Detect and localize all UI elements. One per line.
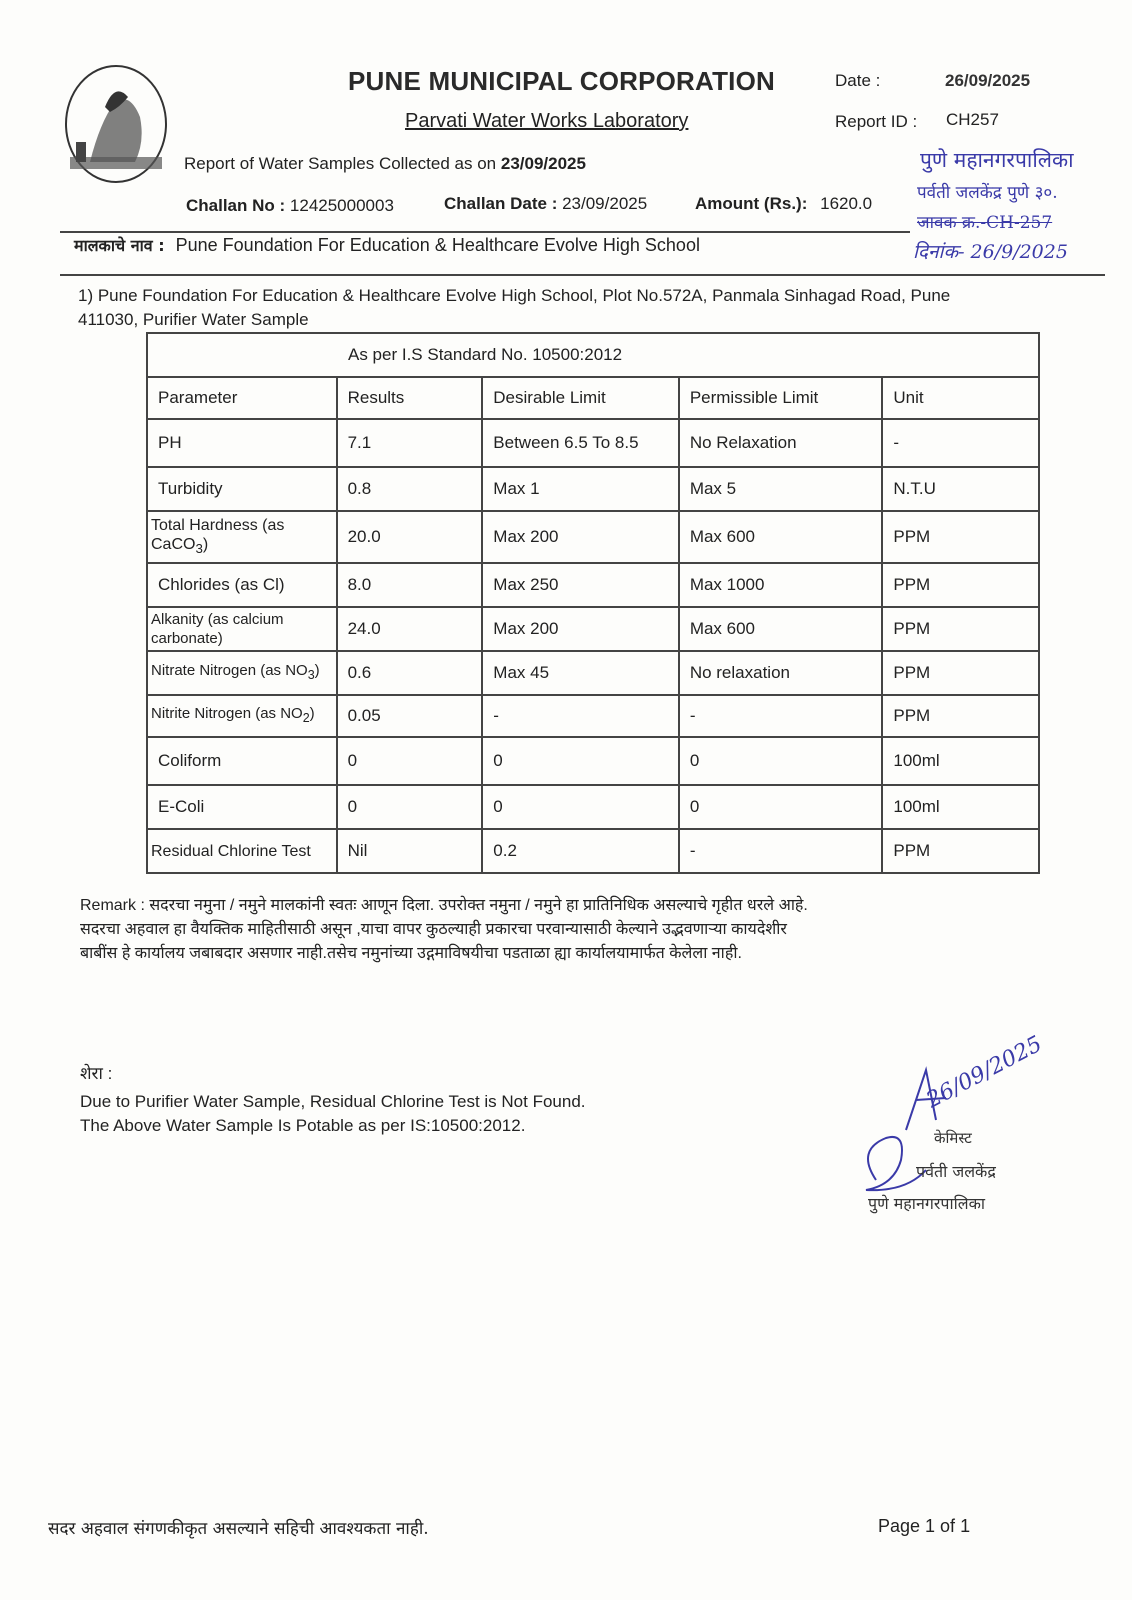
report-id-value: CH257	[946, 110, 999, 129]
shera-label: शेरा :	[80, 1064, 113, 1083]
cell-desirable: -	[482, 695, 679, 737]
challan-date: 23/09/2025	[562, 194, 648, 213]
cell-result: Nil	[337, 829, 483, 873]
cell-parameter: Nitrite Nitrogen (as $NO_2$)	[147, 695, 337, 737]
table-row	[147, 511, 1039, 563]
date-value: 26/09/2025	[945, 71, 1031, 90]
challan-line	[186, 196, 394, 216]
amount-value: 1620.0	[820, 194, 873, 213]
cell-parameter: Chlorides (as Cl)	[147, 563, 337, 607]
cell-unit: PPM	[882, 695, 1039, 737]
shera-block	[80, 1062, 586, 1138]
header-desirable: Desirable Limit	[482, 377, 679, 419]
header-parameter: Parameter	[147, 377, 337, 419]
cell-permissible: -	[679, 695, 883, 737]
signature-date: 26/09/2025	[922, 1031, 1047, 1114]
cell-permissible: Max 600	[679, 511, 883, 563]
challan-no: 12425000003	[289, 196, 394, 215]
table-row	[147, 651, 1039, 695]
cell-unit: 100ml	[882, 785, 1039, 829]
amount-label: Amount (Rs.):	[695, 194, 808, 213]
collected-label: Report of Water Samples Collected as on	[184, 154, 497, 173]
cell-desirable: Max 200	[482, 607, 679, 651]
table-row	[147, 829, 1039, 873]
cell-permissible: No relaxation	[679, 651, 883, 695]
cell-permissible: 0	[679, 785, 883, 829]
cell-permissible: 0	[679, 737, 883, 785]
signature-block	[846, 1020, 1116, 1240]
table-row	[147, 785, 1039, 829]
pmc-seal-icon	[60, 62, 172, 192]
owner-line	[74, 234, 700, 256]
remark-text-2: सदरचा अहवाल हा वैयक्तिक माहितीसाठी असून ,याचा वापर कुठल्याही प्रकारचा परवान्यासाठी केल्याने उद्भवणाऱ्या कायदेशीर	[80, 921, 787, 938]
stamp-line-4: दिनांक- 26/9/2025	[913, 241, 1068, 263]
header-results: Results	[337, 377, 483, 419]
cell-unit: PPM	[882, 607, 1039, 651]
cell-parameter: Alkanity (as calcium carbonate)	[147, 607, 337, 651]
cell-desirable: 0	[482, 737, 679, 785]
sample-line-2: 411030, Purifier Water Sample	[78, 310, 309, 329]
cell-desirable: 0	[482, 785, 679, 829]
header-permissible: Permissible Limit	[679, 377, 883, 419]
cell-unit: PPM	[882, 651, 1039, 695]
cell-desirable: Max 200	[482, 511, 679, 563]
cell-result: 7.1	[337, 419, 483, 467]
cell-desirable: 0.2	[482, 829, 679, 873]
collected-line	[184, 154, 586, 174]
cell-result: 0.8	[337, 467, 483, 511]
cell-parameter: Residual Chlorine Test	[147, 829, 337, 873]
cell-parameter: PH	[147, 419, 337, 467]
table-row	[147, 737, 1039, 785]
page-number: Page 1 of 1	[878, 1516, 971, 1536]
signature-title-2: पर्वती जलकेंद्र	[916, 1162, 996, 1181]
table-row	[147, 695, 1039, 737]
signature-title-3: पुणे महानगरपालिका	[868, 1194, 986, 1213]
cell-permissible: -	[679, 829, 883, 873]
shera-line-2: The Above Water Sample Is Potable as per IS:10500:2012.	[80, 1116, 526, 1135]
header-unit: Unit	[882, 377, 1039, 419]
challan-no-label: Challan No :	[186, 196, 286, 215]
cell-unit: 100ml	[882, 737, 1039, 785]
cell-result: 8.0	[337, 563, 483, 607]
table-row	[147, 607, 1039, 651]
cell-desirable: Max 1	[482, 467, 679, 511]
results-table	[146, 332, 1040, 874]
header-divider-2	[60, 274, 1105, 276]
cell-result: 24.0	[337, 607, 483, 651]
cell-unit: PPM	[882, 829, 1039, 873]
date-label: Date :	[835, 71, 881, 90]
cell-result: 0.05	[337, 695, 483, 737]
remark-block	[80, 894, 1090, 966]
amount-line	[695, 194, 872, 214]
cell-parameter: Nitrate Nitrogen (as $NO_3$)	[147, 651, 337, 695]
table-row	[147, 467, 1039, 511]
cell-unit: PPM	[882, 563, 1039, 607]
cell-result: 0	[337, 737, 483, 785]
organization-title: PUNE MUNICIPAL CORPORATION	[348, 66, 775, 96]
cell-parameter: Coliform	[147, 737, 337, 785]
cell-permissible: Max 1000	[679, 563, 883, 607]
stamp-line-3: जावक क्र.-CH-257	[917, 213, 1053, 233]
sample-line-1: 1) Pune Foundation For Education & Healthcare Evolve High School, Plot No.572A, Panmala Sinhagad Road, Pune	[78, 286, 951, 305]
stamp-line-2: पर्वती जलकेंद्र पुणे ३०.	[917, 183, 1058, 203]
table-standard-row	[147, 333, 1039, 377]
cell-permissible: No Relaxation	[679, 419, 883, 467]
challan-date-label: Challan Date :	[444, 194, 558, 213]
lab-name: Parvati Water Works Laboratory	[405, 110, 689, 132]
cell-unit: -	[882, 419, 1039, 467]
cell-desirable: Max 250	[482, 563, 679, 607]
challan-date-line	[444, 194, 647, 214]
pmc-logo	[60, 62, 172, 192]
report-id-label: Report ID :	[835, 112, 918, 131]
collected-date: 23/09/2025	[500, 154, 586, 173]
table-header-row	[147, 377, 1039, 419]
header-divider-1	[60, 231, 910, 233]
cell-result: 0.6	[337, 651, 483, 695]
remark-label: Remark :	[80, 897, 145, 914]
sample-description	[78, 284, 950, 332]
cell-permissible: Max 5	[679, 467, 883, 511]
cell-unit: N.T.U	[882, 467, 1039, 511]
owner-name: Pune Foundation For Education & Healthcare Evolve High School	[175, 235, 700, 255]
cell-desirable: Max 45	[482, 651, 679, 695]
shera-line-1: Due to Purifier Water Sample, Residual Chlorine Test is Not Found.	[80, 1092, 586, 1111]
remark-line-1	[80, 894, 1090, 918]
table-row	[147, 563, 1039, 607]
cell-result: 20.0	[337, 511, 483, 563]
remark-text-1: सदरचा नमुना / नमुने मालकांनी स्वतः आणून दिला. उपरोक्त नमुना / नमुने हा प्रातिनिधिक असल्याचे गृहीत धरले आहे.	[149, 897, 808, 914]
signature-title-1: केमिस्ट	[934, 1129, 972, 1147]
standard-caption: As per I.S Standard No. 10500:2012	[147, 333, 1039, 377]
table-row	[147, 419, 1039, 467]
cell-desirable: Between 6.5 To 8.5	[482, 419, 679, 467]
cell-result: 0	[337, 785, 483, 829]
cell-unit: PPM	[882, 511, 1039, 563]
cell-permissible: Max 600	[679, 607, 883, 651]
owner-label: मालकाचे नाव :	[74, 236, 165, 255]
cell-parameter: E-Coli	[147, 785, 337, 829]
stamp-line-1: पुणे महानगरपालिका	[920, 148, 1074, 172]
cell-parameter: Total Hardness (as CaCO$_3$)	[147, 511, 337, 563]
footer-note: सदर अहवाल संगणकीकृत असल्याने सहिची आवश्यकता नाही.	[48, 1519, 429, 1539]
remark-text-3: बाबींस हे कार्यालय जबाबदार असणार नाही.तसेच नमुनांच्या उद्गमाविषयीचा पडताळा ह्या कार्यालयामार्फत केलेला नाही.	[80, 945, 742, 962]
cell-parameter: Turbidity	[147, 467, 337, 511]
